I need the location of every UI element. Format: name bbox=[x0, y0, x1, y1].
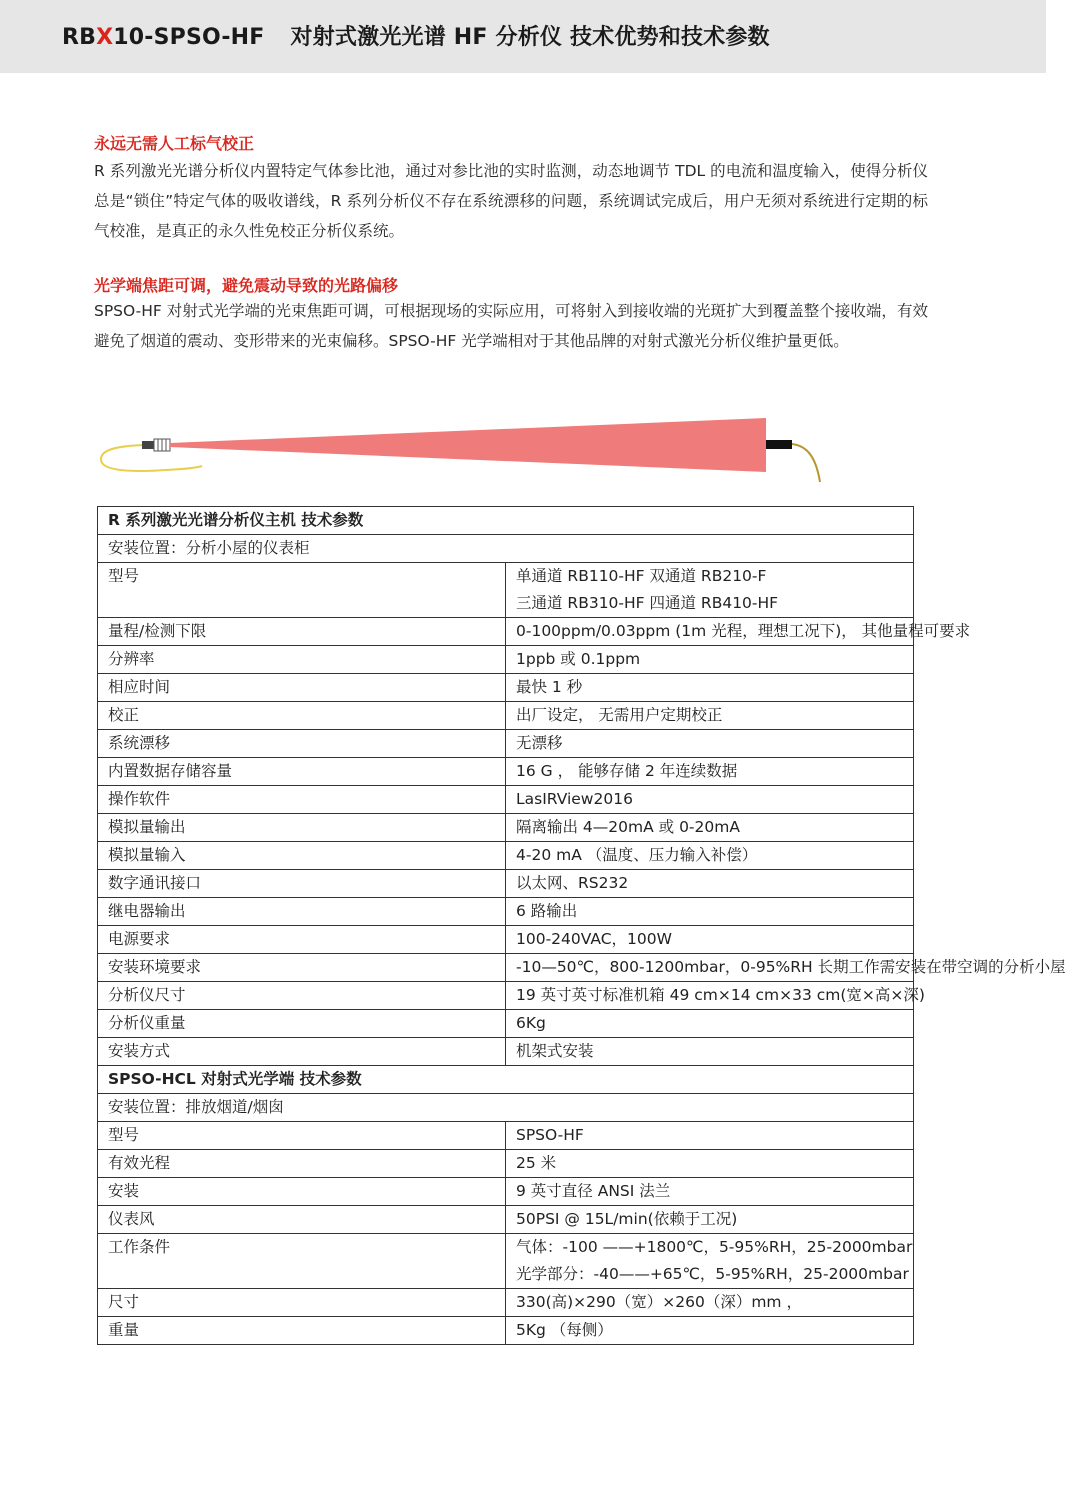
table-cell-label: 分辨率 bbox=[98, 646, 506, 674]
table-row bbox=[98, 563, 914, 618]
table-cell-label: 模拟量输出 bbox=[98, 814, 506, 842]
table-row bbox=[98, 982, 914, 1010]
table-row bbox=[98, 1150, 914, 1178]
table-row bbox=[98, 870, 914, 898]
table-cell-value bbox=[506, 1206, 914, 1234]
value-line: 4-20 mA （温度、压力输入补偿） bbox=[516, 846, 758, 864]
table-cell-label: 操作软件 bbox=[98, 786, 506, 814]
table-cell-value bbox=[506, 1317, 914, 1345]
table-full-row: 安装位置：排放烟道/烟囱 bbox=[98, 1094, 914, 1122]
table-cell-value bbox=[506, 702, 914, 730]
table-cell-label: 校正 bbox=[98, 702, 506, 730]
section-heading-focus: 光学端焦距可调，避免震动导致的光路偏移 bbox=[94, 276, 399, 295]
table-row bbox=[98, 1289, 914, 1317]
table-cell-value bbox=[506, 646, 914, 674]
table-row bbox=[98, 1122, 914, 1150]
table-row bbox=[98, 954, 914, 982]
table-cell-label: 相应时间 bbox=[98, 674, 506, 702]
table-cell-value bbox=[506, 870, 914, 898]
table-cell-label: 内置数据存储容量 bbox=[98, 758, 506, 786]
table-cell-label: 电源要求 bbox=[98, 926, 506, 954]
value-line: 无漂移 bbox=[516, 734, 563, 752]
value-line: 出厂设定， 无需用户定期校正 bbox=[516, 706, 723, 724]
table-cell-label: 型号 bbox=[98, 563, 506, 618]
title-prefix: RB bbox=[62, 25, 97, 50]
title-red-letter: X bbox=[96, 25, 114, 50]
table-cell-value bbox=[506, 954, 1066, 982]
table-row bbox=[98, 1066, 914, 1094]
table-cell-value bbox=[506, 814, 914, 842]
table-cell-value bbox=[506, 786, 914, 814]
table-row bbox=[98, 1178, 914, 1206]
value-line: 三通道 RB310-HF 四通道 RB410-HF bbox=[516, 594, 779, 612]
table-cell-value bbox=[506, 563, 914, 618]
table-cell-label: 有效光程 bbox=[98, 1150, 506, 1178]
value-line: 隔离输出 4—20mA 或 0-20mA bbox=[516, 818, 740, 836]
value-line: 最快 1 秒 bbox=[516, 678, 583, 696]
table-row bbox=[98, 786, 914, 814]
table-cell-value bbox=[506, 758, 914, 786]
transmitter-icon bbox=[142, 439, 170, 451]
value-line: LasIRView2016 bbox=[516, 790, 633, 808]
table-row bbox=[98, 814, 914, 842]
table-row bbox=[98, 702, 914, 730]
table-section-header: SPSO-HCL 对射式光学端 技术参数 bbox=[98, 1066, 914, 1094]
table-cell-value bbox=[506, 730, 914, 758]
laser-beam-diagram bbox=[96, 410, 836, 490]
table-cell-value bbox=[506, 898, 914, 926]
table-cell-label: 型号 bbox=[98, 1122, 506, 1150]
table-row bbox=[98, 507, 914, 535]
value-line: 9 英寸直径 ANSI 法兰 bbox=[516, 1182, 671, 1200]
value-line: 以太网、RS232 bbox=[516, 874, 629, 892]
page-title bbox=[62, 20, 770, 51]
section-body-calibration: R 系列激光光谱分析仪内置特定气体参比池，通过对参比池的实时监测，动态地调节 TDL 的电流和温度输入，使得分析仪总是“锁住”特定气体的吸收谱线，R 系列分析仪不存在系统漂移的问题，系统调试完成后，用户无须对系统进行定期的标气校准，是真正的永久性免校正分析仪系统。 bbox=[94, 162, 928, 240]
table-cell-value bbox=[506, 982, 925, 1010]
table-cell-value bbox=[506, 1150, 914, 1178]
table-row bbox=[98, 926, 914, 954]
receiver-icon bbox=[766, 440, 792, 449]
section-heading-calibration: 永远无需人工标气校正 bbox=[94, 134, 255, 153]
value-line: 25 米 bbox=[516, 1154, 557, 1172]
value-line: 19 英寸英寸标准机箱 49 cm×14 cm×33 cm(宽×高×深) bbox=[516, 986, 925, 1004]
table-row bbox=[98, 898, 914, 926]
title-model: 10-SPSO-HF bbox=[113, 25, 265, 50]
value-line: 100-240VAC，100W bbox=[516, 930, 672, 948]
table-row bbox=[98, 1010, 914, 1038]
table-cell-label: 继电器输出 bbox=[98, 898, 506, 926]
table-row bbox=[98, 618, 914, 646]
table-row bbox=[98, 535, 914, 563]
table-cell-label: 分析仪尺寸 bbox=[98, 982, 506, 1010]
title-text: 对射式激光光谱 HF 分析仪 技术优势和技术参数 bbox=[290, 25, 770, 50]
table-cell-label: 安装方式 bbox=[98, 1038, 506, 1066]
value-line: 330(高)×290（宽）×260（深）mm ， bbox=[516, 1293, 802, 1311]
value-line: SPSO-HF bbox=[516, 1126, 584, 1144]
table-cell-value bbox=[506, 1234, 914, 1289]
table-row bbox=[98, 674, 914, 702]
value-line: 50PSI @ 15L/min(依赖于工况) bbox=[516, 1210, 738, 1228]
spec-table bbox=[97, 506, 1066, 1345]
value-line: 机架式安装 bbox=[516, 1042, 594, 1060]
value-line: 5Kg （每侧） bbox=[516, 1321, 613, 1339]
table-cell-value bbox=[506, 674, 914, 702]
value-line: -10—50℃，800-1200mbar，0-95%RH 长期工作需安装在带空调的分析小屋 bbox=[516, 958, 1066, 976]
table-row bbox=[98, 1317, 914, 1345]
table-row bbox=[98, 1038, 914, 1066]
table-cell-value bbox=[506, 1122, 914, 1150]
value-line: 气体：-100 ——+1800℃，5-95%RH，25-2000mbar bbox=[516, 1238, 913, 1256]
table-row bbox=[98, 1234, 914, 1289]
table-row bbox=[98, 842, 914, 870]
table-full-row: 安装位置：分析小屋的仪表柜 bbox=[98, 535, 914, 563]
table-section-header: R 系列激光光谱分析仪主机 技术参数 bbox=[98, 507, 914, 535]
table-cell-label: 模拟量输入 bbox=[98, 842, 506, 870]
value-line: 0-100ppm/0.03ppm (1m 光程，理想工况下)， 其他量程可要求 bbox=[516, 622, 971, 640]
table-cell-value bbox=[506, 1010, 914, 1038]
table-cell-label: 安装 bbox=[98, 1178, 506, 1206]
table-cell-label: 重量 bbox=[98, 1317, 506, 1345]
table-cell-label: 尺寸 bbox=[98, 1289, 506, 1317]
value-line: 16 G ， 能够存储 2 年连续数据 bbox=[516, 762, 738, 780]
table-cell-value bbox=[506, 1178, 914, 1206]
table-cell-label: 数字通讯接口 bbox=[98, 870, 506, 898]
value-line: 6Kg bbox=[516, 1014, 546, 1032]
section-body-focus: SPSO-HF 对射式光学端的光束焦距可调，可根据现场的实际应用，可将射入到接收端的光斑扩大到覆盖整个接收端，有效避免了烟道的震动、变形带来的光束偏移。SPSO-HF 光学端相对于其他品牌的对射式激光分析仪维护量更低。 bbox=[94, 302, 928, 350]
table-row bbox=[98, 758, 914, 786]
value-line: 1ppb 或 0.1ppm bbox=[516, 650, 641, 668]
laser-beam bbox=[170, 418, 766, 472]
table-cell-label: 量程/检测下限 bbox=[98, 618, 506, 646]
table-cell-label: 仪表风 bbox=[98, 1206, 506, 1234]
value-line: 光学部分：-40——+65℃，5-95%RH，25-2000mbar bbox=[516, 1265, 909, 1283]
table-row bbox=[98, 1206, 914, 1234]
table-cell-value bbox=[506, 1289, 914, 1317]
table-row bbox=[98, 646, 914, 674]
table-cell-label: 工作条件 bbox=[98, 1234, 506, 1289]
table-row bbox=[98, 1094, 914, 1122]
table-cell-value bbox=[506, 842, 914, 870]
table-cell-value bbox=[506, 1038, 914, 1066]
table-cell-label: 分析仪重量 bbox=[98, 1010, 506, 1038]
fiber-cable-right bbox=[792, 444, 820, 482]
table-cell-value bbox=[506, 618, 971, 646]
table-cell-label: 系统漂移 bbox=[98, 730, 506, 758]
table-cell-label: 安装环境要求 bbox=[98, 954, 506, 982]
value-line: 单通道 RB110-HF 双通道 RB210-F bbox=[516, 567, 767, 585]
table-row bbox=[98, 730, 914, 758]
table-cell-value bbox=[506, 926, 914, 954]
value-line: 6 路输出 bbox=[516, 902, 578, 920]
